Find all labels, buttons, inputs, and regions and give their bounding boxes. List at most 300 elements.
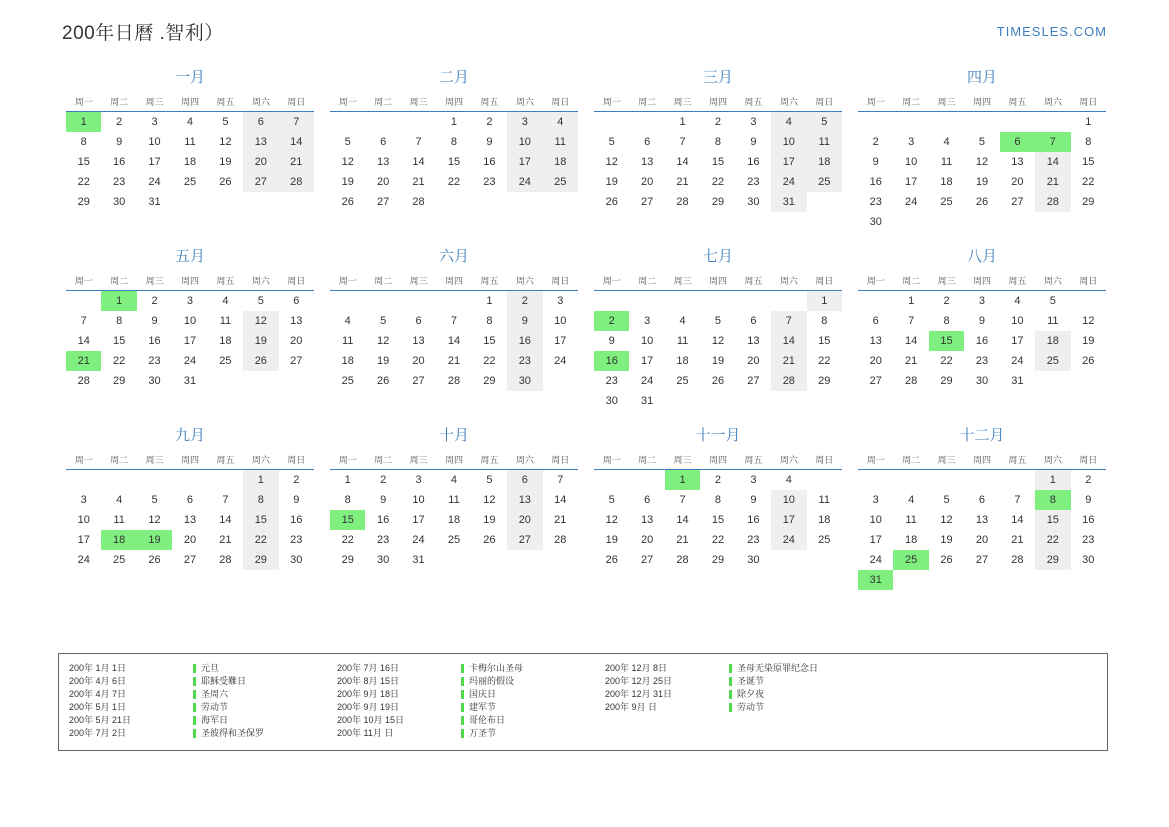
day-cell[interactable]: 4 xyxy=(785,474,792,486)
day-cell[interactable]: 20 xyxy=(975,534,989,546)
day-cell[interactable]: 9 xyxy=(978,315,986,327)
day-cell[interactable]: 13 xyxy=(243,132,278,152)
day-cell[interactable]: 8 xyxy=(116,315,123,327)
day-cell-holiday[interactable]: 15 xyxy=(929,331,964,351)
day-cell[interactable]: 9 xyxy=(486,136,493,148)
day-cell[interactable]: 14 xyxy=(219,514,232,526)
day-cell[interactable]: 18 xyxy=(1035,331,1070,351)
day-cell[interactable]: 19 xyxy=(483,514,496,526)
day-cell[interactable]: 4 xyxy=(1014,295,1021,307)
day-cell[interactable]: 15 xyxy=(1082,156,1095,168)
day-cell[interactable]: 9 xyxy=(750,494,757,506)
day-cell[interactable]: 19 xyxy=(341,176,354,188)
day-cell[interactable]: 5 xyxy=(608,494,615,506)
day-cell[interactable]: 17 xyxy=(507,152,542,172)
day-cell[interactable]: 27 xyxy=(507,530,542,550)
day-cell[interactable]: 29 xyxy=(77,196,90,208)
day-cell[interactable]: 12 xyxy=(940,514,953,526)
day-cell[interactable]: 27 xyxy=(243,172,278,192)
day-cell[interactable]: 26 xyxy=(148,554,161,566)
day-cell[interactable]: 12 xyxy=(148,514,161,526)
day-cell[interactable]: 22 xyxy=(77,176,90,188)
day-cell[interactable]: 15 xyxy=(711,156,725,168)
day-cell[interactable]: 23 xyxy=(377,534,390,546)
day-cell[interactable]: 4 xyxy=(344,315,351,327)
day-cell[interactable]: 13 xyxy=(377,156,390,168)
day-cell[interactable]: 21 xyxy=(905,355,918,367)
day-cell[interactable]: 14 xyxy=(771,331,806,351)
day-cell[interactable]: 21 xyxy=(771,351,806,371)
day-cell[interactable]: 14 xyxy=(676,156,689,168)
day-cell[interactable]: 30 xyxy=(747,196,760,208)
day-cell[interactable]: 17 xyxy=(77,534,90,546)
day-cell[interactable]: 13 xyxy=(641,514,654,526)
day-cell[interactable]: 15 xyxy=(818,335,831,347)
day-cell[interactable]: 30 xyxy=(747,554,760,566)
day-cell[interactable]: 6 xyxy=(380,136,387,148)
day-cell[interactable]: 22 xyxy=(243,530,278,550)
day-cell[interactable]: 10 xyxy=(869,514,882,526)
day-cell[interactable]: 5 xyxy=(151,494,158,506)
day-cell[interactable]: 7 xyxy=(450,315,458,327)
day-cell[interactable]: 25 xyxy=(219,355,232,367)
day-cell[interactable]: 13 xyxy=(869,335,882,347)
day-cell[interactable]: 4 xyxy=(543,112,578,133)
day-cell[interactable]: 20 xyxy=(290,335,303,347)
day-cell[interactable]: 23 xyxy=(1082,534,1095,546)
day-cell[interactable]: 4 xyxy=(908,494,915,506)
day-cell[interactable]: 20 xyxy=(183,534,197,546)
day-cell[interactable]: 17 xyxy=(148,156,161,168)
day-cell[interactable]: 22 xyxy=(447,176,461,188)
day-cell[interactable]: 31 xyxy=(148,196,161,208)
day-cell[interactable]: 6 xyxy=(644,494,651,506)
day-cell[interactable]: 14 xyxy=(447,335,461,347)
day-cell[interactable]: 3 xyxy=(644,315,651,327)
day-cell[interactable]: 31 xyxy=(641,395,654,407)
day-cell[interactable]: 20 xyxy=(641,176,654,188)
day-cell[interactable]: 10 xyxy=(183,315,197,327)
day-cell[interactable]: 14 xyxy=(676,514,689,526)
day-cell[interactable]: 9 xyxy=(293,494,300,506)
day-cell[interactable]: 11 xyxy=(905,514,917,526)
day-cell[interactable]: 30 xyxy=(975,375,989,387)
day-cell[interactable]: 5 xyxy=(380,315,387,327)
day-cell[interactable]: 13 xyxy=(975,514,989,526)
day-cell[interactable]: 12 xyxy=(605,156,618,168)
day-cell[interactable]: 18 xyxy=(341,355,354,367)
day-cell[interactable]: 14 xyxy=(77,335,90,347)
day-cell[interactable]: 29 xyxy=(483,375,496,387)
day-cell[interactable]: 25 xyxy=(113,554,126,566)
day-cell[interactable]: 17 xyxy=(771,152,806,172)
day-cell[interactable]: 11 xyxy=(342,335,354,347)
day-cell[interactable]: 11 xyxy=(940,156,953,168)
day-cell-holiday[interactable]: 21 xyxy=(66,351,101,371)
day-cell[interactable]: 9 xyxy=(380,494,387,506)
day-cell[interactable]: 7 xyxy=(557,474,564,486)
day-cell[interactable]: 3 xyxy=(872,494,879,506)
day-cell[interactable]: 23 xyxy=(975,355,989,367)
day-cell[interactable]: 18 xyxy=(219,335,232,347)
day-cell[interactable]: 21 xyxy=(1011,534,1024,546)
day-cell[interactable]: 15 xyxy=(113,335,126,347)
day-cell[interactable]: 12 xyxy=(1082,315,1095,327)
day-cell[interactable]: 3 xyxy=(557,295,564,307)
day-cell[interactable]: 20 xyxy=(1011,176,1024,188)
day-cell[interactable]: 12 xyxy=(605,514,618,526)
day-cell[interactable]: 2 xyxy=(1085,474,1092,486)
day-cell[interactable]: 22 xyxy=(113,355,126,367)
day-cell[interactable]: 15 xyxy=(77,156,90,168)
day-cell[interactable]: 3 xyxy=(750,474,757,486)
day-cell[interactable]: 9 xyxy=(872,156,879,168)
day-cell[interactable]: 13 xyxy=(747,335,760,347)
day-cell[interactable]: 2 xyxy=(714,474,722,486)
day-cell[interactable]: 25 xyxy=(183,176,197,188)
day-cell[interactable]: 11 xyxy=(818,494,830,506)
day-cell[interactable]: 24 xyxy=(507,172,542,192)
day-cell[interactable]: 1 xyxy=(243,470,278,491)
day-cell-holiday[interactable]: 8 xyxy=(1035,490,1070,510)
day-cell[interactable]: 22 xyxy=(940,355,953,367)
day-cell[interactable]: 5 xyxy=(943,494,950,506)
day-cell[interactable]: 27 xyxy=(290,355,303,367)
day-cell[interactable]: 26 xyxy=(605,196,618,208)
day-cell[interactable]: 26 xyxy=(243,351,278,371)
day-cell[interactable]: 20 xyxy=(869,355,882,367)
day-cell[interactable]: 5 xyxy=(608,136,615,148)
day-cell[interactable]: 9 xyxy=(750,136,757,148)
day-cell[interactable]: 16 xyxy=(507,331,542,351)
day-cell[interactable]: 10 xyxy=(507,132,542,152)
day-cell[interactable]: 1 xyxy=(1035,470,1070,491)
day-cell[interactable]: 17 xyxy=(412,514,425,526)
day-cell[interactable]: 10 xyxy=(148,136,161,148)
day-cell[interactable]: 5 xyxy=(257,295,264,307)
day-cell[interactable]: 15 xyxy=(447,156,461,168)
day-cell[interactable]: 9 xyxy=(151,315,158,327)
day-cell[interactable]: 1 xyxy=(908,295,915,307)
day-cell[interactable]: 1 xyxy=(807,291,842,312)
day-cell[interactable]: 18 xyxy=(905,534,918,546)
day-cell[interactable]: 18 xyxy=(818,514,831,526)
day-cell[interactable]: 28 xyxy=(676,196,689,208)
day-cell[interactable]: 17 xyxy=(771,510,806,530)
day-cell[interactable]: 9 xyxy=(507,311,542,331)
day-cell[interactable]: 27 xyxy=(975,554,989,566)
day-cell[interactable]: 13 xyxy=(1011,156,1024,168)
day-cell[interactable]: 31 xyxy=(412,554,425,566)
day-cell[interactable]: 27 xyxy=(183,554,197,566)
day-cell[interactable]: 7 xyxy=(679,494,686,506)
day-cell[interactable]: 20 xyxy=(412,355,425,367)
day-cell[interactable]: 15 xyxy=(483,335,496,347)
day-cell[interactable]: 10 xyxy=(641,335,654,347)
day-cell[interactable]: 30 xyxy=(507,371,542,391)
day-cell[interactable]: 8 xyxy=(344,494,351,506)
day-cell[interactable]: 11 xyxy=(1047,315,1059,327)
day-cell[interactable]: 29 xyxy=(711,554,725,566)
day-cell[interactable]: 29 xyxy=(1082,196,1095,208)
day-cell[interactable]: 9 xyxy=(1085,494,1092,506)
day-cell[interactable]: 16 xyxy=(113,156,126,168)
day-cell[interactable]: 12 xyxy=(483,494,496,506)
day-cell[interactable]: 5 xyxy=(486,474,493,486)
day-cell[interactable]: 28 xyxy=(279,172,314,192)
day-cell[interactable]: 3 xyxy=(151,116,158,128)
day-cell[interactable]: 30 xyxy=(113,196,126,208)
day-cell[interactable]: 26 xyxy=(341,196,354,208)
day-cell[interactable]: 24 xyxy=(77,554,90,566)
day-cell[interactable]: 21 xyxy=(219,534,232,546)
day-cell[interactable]: 31 xyxy=(1011,375,1024,387)
day-cell[interactable]: 5 xyxy=(978,136,986,148)
day-cell[interactable]: 22 xyxy=(483,355,496,367)
day-cell[interactable]: 18 xyxy=(807,152,842,172)
day-cell[interactable]: 13 xyxy=(412,335,425,347)
day-cell[interactable]: 28 xyxy=(412,196,425,208)
day-cell[interactable]: 24 xyxy=(554,355,567,367)
day-cell[interactable]: 16 xyxy=(483,156,496,168)
day-cell[interactable]: 30 xyxy=(148,375,161,387)
day-cell[interactable]: 1 xyxy=(450,116,458,128)
day-cell[interactable]: 2 xyxy=(486,116,493,128)
day-cell[interactable]: 2 xyxy=(116,116,123,128)
day-cell[interactable]: 2 xyxy=(872,136,879,148)
day-cell-holiday[interactable]: 7 xyxy=(1035,132,1070,152)
day-cell[interactable]: 26 xyxy=(483,534,496,546)
day-cell[interactable]: 19 xyxy=(940,534,953,546)
day-cell[interactable]: 17 xyxy=(1011,335,1024,347)
day-cell[interactable]: 2 xyxy=(943,295,950,307)
day-cell[interactable]: 19 xyxy=(605,176,618,188)
day-cell[interactable]: 13 xyxy=(641,156,654,168)
day-cell[interactable]: 30 xyxy=(605,395,618,407)
day-cell[interactable]: 16 xyxy=(747,156,760,168)
day-cell[interactable]: 8 xyxy=(243,490,278,510)
day-cell-holiday[interactable]: 1 xyxy=(101,291,136,312)
day-cell[interactable]: 8 xyxy=(450,136,458,148)
day-cell[interactable]: 14 xyxy=(905,335,918,347)
day-cell[interactable]: 27 xyxy=(869,375,882,387)
day-cell[interactable]: 30 xyxy=(869,216,882,228)
day-cell[interactable]: 7 xyxy=(908,315,915,327)
day-cell[interactable]: 8 xyxy=(714,494,722,506)
day-cell[interactable]: 10 xyxy=(905,156,918,168)
day-cell[interactable]: 11 xyxy=(543,132,578,152)
day-cell[interactable]: 16 xyxy=(290,514,303,526)
day-cell[interactable]: 28 xyxy=(771,371,806,391)
day-cell[interactable]: 5 xyxy=(807,112,842,133)
day-cell[interactable]: 10 xyxy=(554,315,567,327)
day-cell[interactable]: 6 xyxy=(978,494,986,506)
day-cell[interactable]: 21 xyxy=(412,176,425,188)
day-cell[interactable]: 28 xyxy=(447,375,461,387)
day-cell[interactable]: 28 xyxy=(676,554,689,566)
day-cell[interactable]: 16 xyxy=(869,176,882,188)
day-cell[interactable]: 7 xyxy=(415,136,422,148)
day-cell[interactable]: 19 xyxy=(219,156,232,168)
day-cell[interactable]: 30 xyxy=(1082,554,1095,566)
day-cell[interactable]: 28 xyxy=(1035,192,1070,212)
day-cell[interactable]: 24 xyxy=(641,375,654,387)
day-cell[interactable]: 26 xyxy=(1082,355,1095,367)
day-cell[interactable]: 23 xyxy=(507,351,542,371)
day-cell[interactable]: 11 xyxy=(113,514,125,526)
day-cell[interactable]: 9 xyxy=(116,136,123,148)
day-cell[interactable]: 12 xyxy=(975,156,989,168)
day-cell[interactable]: 25 xyxy=(676,375,689,387)
day-cell[interactable]: 23 xyxy=(290,534,303,546)
day-cell[interactable]: 22 xyxy=(818,355,831,367)
day-cell[interactable]: 16 xyxy=(975,335,989,347)
day-cell[interactable]: 17 xyxy=(641,355,654,367)
day-cell[interactable]: 27 xyxy=(641,196,654,208)
day-cell[interactable]: 19 xyxy=(377,355,390,367)
day-cell[interactable]: 5 xyxy=(714,315,722,327)
day-cell[interactable]: 10 xyxy=(771,132,806,152)
day-cell[interactable]: 25 xyxy=(447,534,461,546)
day-cell[interactable]: 28 xyxy=(905,375,918,387)
day-cell[interactable]: 29 xyxy=(1035,550,1070,570)
day-cell[interactable]: 15 xyxy=(243,510,278,530)
day-cell[interactable]: 23 xyxy=(747,176,760,188)
day-cell[interactable]: 11 xyxy=(184,136,196,148)
day-cell[interactable]: 29 xyxy=(341,554,354,566)
day-cell[interactable]: 16 xyxy=(377,514,390,526)
day-cell-holiday[interactable]: 16 xyxy=(594,351,629,371)
day-cell[interactable]: 6 xyxy=(243,112,278,133)
day-cell[interactable]: 2 xyxy=(151,295,158,307)
day-cell[interactable]: 19 xyxy=(1082,335,1095,347)
day-cell[interactable]: 23 xyxy=(483,176,496,188)
day-cell[interactable]: 23 xyxy=(113,176,126,188)
day-cell-holiday[interactable]: 19 xyxy=(137,530,172,550)
day-cell[interactable]: 18 xyxy=(676,355,689,367)
day-cell[interactable]: 2 xyxy=(380,474,387,486)
day-cell[interactable]: 14 xyxy=(412,156,425,168)
day-cell[interactable]: 19 xyxy=(975,176,989,188)
day-cell[interactable]: 25 xyxy=(543,172,578,192)
day-cell[interactable]: 7 xyxy=(80,315,87,327)
day-cell[interactable]: 27 xyxy=(1011,196,1024,208)
day-cell[interactable]: 11 xyxy=(676,335,689,347)
day-cell[interactable]: 19 xyxy=(605,534,618,546)
day-cell[interactable]: 11 xyxy=(219,315,232,327)
day-cell[interactable]: 4 xyxy=(943,136,950,148)
day-cell[interactable]: 3 xyxy=(750,116,757,128)
day-cell[interactable]: 6 xyxy=(293,295,300,307)
day-cell[interactable]: 22 xyxy=(1082,176,1095,188)
day-cell[interactable]: 5 xyxy=(222,116,229,128)
day-cell[interactable]: 14 xyxy=(279,132,314,152)
day-cell[interactable]: 6 xyxy=(186,494,194,506)
day-cell[interactable]: 31 xyxy=(771,192,806,212)
day-cell[interactable]: 20 xyxy=(377,176,390,188)
day-cell[interactable]: 4 xyxy=(186,116,194,128)
day-cell[interactable]: 24 xyxy=(905,196,918,208)
day-cell[interactable]: 25 xyxy=(818,534,831,546)
day-cell[interactable]: 24 xyxy=(869,554,882,566)
day-cell[interactable]: 7 xyxy=(771,311,806,331)
day-cell[interactable]: 6 xyxy=(507,470,542,491)
day-cell[interactable]: 28 xyxy=(77,375,90,387)
day-cell[interactable]: 18 xyxy=(447,514,461,526)
day-cell[interactable]: 4 xyxy=(116,494,123,506)
day-cell[interactable]: 26 xyxy=(940,554,953,566)
day-cell[interactable]: 21 xyxy=(1035,172,1070,192)
day-cell[interactable]: 4 xyxy=(771,112,806,133)
day-cell[interactable]: 8 xyxy=(1085,136,1092,148)
day-cell[interactable]: 20 xyxy=(747,355,760,367)
day-cell[interactable]: 27 xyxy=(747,375,760,387)
day-cell[interactable]: 8 xyxy=(714,136,722,148)
day-cell[interactable]: 24 xyxy=(771,172,806,192)
day-cell[interactable]: 4 xyxy=(450,474,458,486)
day-cell[interactable]: 10 xyxy=(771,490,806,510)
day-cell[interactable]: 7 xyxy=(679,136,686,148)
day-cell[interactable]: 16 xyxy=(747,514,760,526)
day-cell-holiday[interactable]: 2 xyxy=(594,311,629,331)
day-cell[interactable]: 20 xyxy=(641,534,654,546)
day-cell[interactable]: 17 xyxy=(554,335,567,347)
day-cell[interactable]: 24 xyxy=(148,176,161,188)
day-cell[interactable]: 8 xyxy=(80,136,87,148)
day-cell[interactable]: 12 xyxy=(377,335,390,347)
day-cell[interactable]: 8 xyxy=(943,315,950,327)
day-cell[interactable]: 12 xyxy=(219,136,232,148)
day-cell[interactable]: 13 xyxy=(183,514,197,526)
day-cell[interactable]: 17 xyxy=(905,176,918,188)
day-cell[interactable]: 29 xyxy=(818,375,831,387)
day-cell[interactable]: 4 xyxy=(222,295,229,307)
day-cell-holiday[interactable]: 25 xyxy=(893,550,928,570)
day-cell-holiday[interactable]: 31 xyxy=(858,570,893,590)
day-cell[interactable]: 2 xyxy=(293,474,300,486)
day-cell[interactable]: 25 xyxy=(341,375,354,387)
day-cell[interactable]: 5 xyxy=(344,136,351,148)
day-cell[interactable]: 19 xyxy=(243,331,278,351)
day-cell[interactable]: 21 xyxy=(279,152,314,172)
day-cell[interactable]: 24 xyxy=(183,355,197,367)
day-cell[interactable]: 25 xyxy=(940,196,953,208)
day-cell[interactable]: 26 xyxy=(219,176,232,188)
day-cell[interactable]: 17 xyxy=(183,335,197,347)
day-cell[interactable]: 9 xyxy=(608,335,615,347)
day-cell[interactable]: 22 xyxy=(341,534,354,546)
day-cell[interactable]: 10 xyxy=(77,514,90,526)
day-cell[interactable]: 3 xyxy=(186,295,194,307)
day-cell[interactable]: 13 xyxy=(507,490,542,510)
day-cell[interactable]: 24 xyxy=(1011,355,1024,367)
day-cell[interactable]: 3 xyxy=(507,112,542,133)
day-cell[interactable]: 22 xyxy=(711,534,725,546)
day-cell[interactable]: 2 xyxy=(507,291,542,312)
day-cell[interactable]: 11 xyxy=(807,132,842,152)
day-cell[interactable]: 23 xyxy=(747,534,760,546)
day-cell[interactable]: 24 xyxy=(771,530,806,550)
day-cell[interactable]: 2 xyxy=(714,116,722,128)
day-cell-holiday[interactable]: 1 xyxy=(665,470,700,491)
day-cell[interactable]: 21 xyxy=(676,176,689,188)
day-cell[interactable]: 12 xyxy=(243,311,278,331)
day-cell[interactable]: 1 xyxy=(486,295,493,307)
day-cell-holiday[interactable]: 18 xyxy=(101,530,136,550)
day-cell[interactable]: 6 xyxy=(415,315,422,327)
day-cell[interactable]: 23 xyxy=(869,196,882,208)
day-cell[interactable]: 26 xyxy=(975,196,989,208)
